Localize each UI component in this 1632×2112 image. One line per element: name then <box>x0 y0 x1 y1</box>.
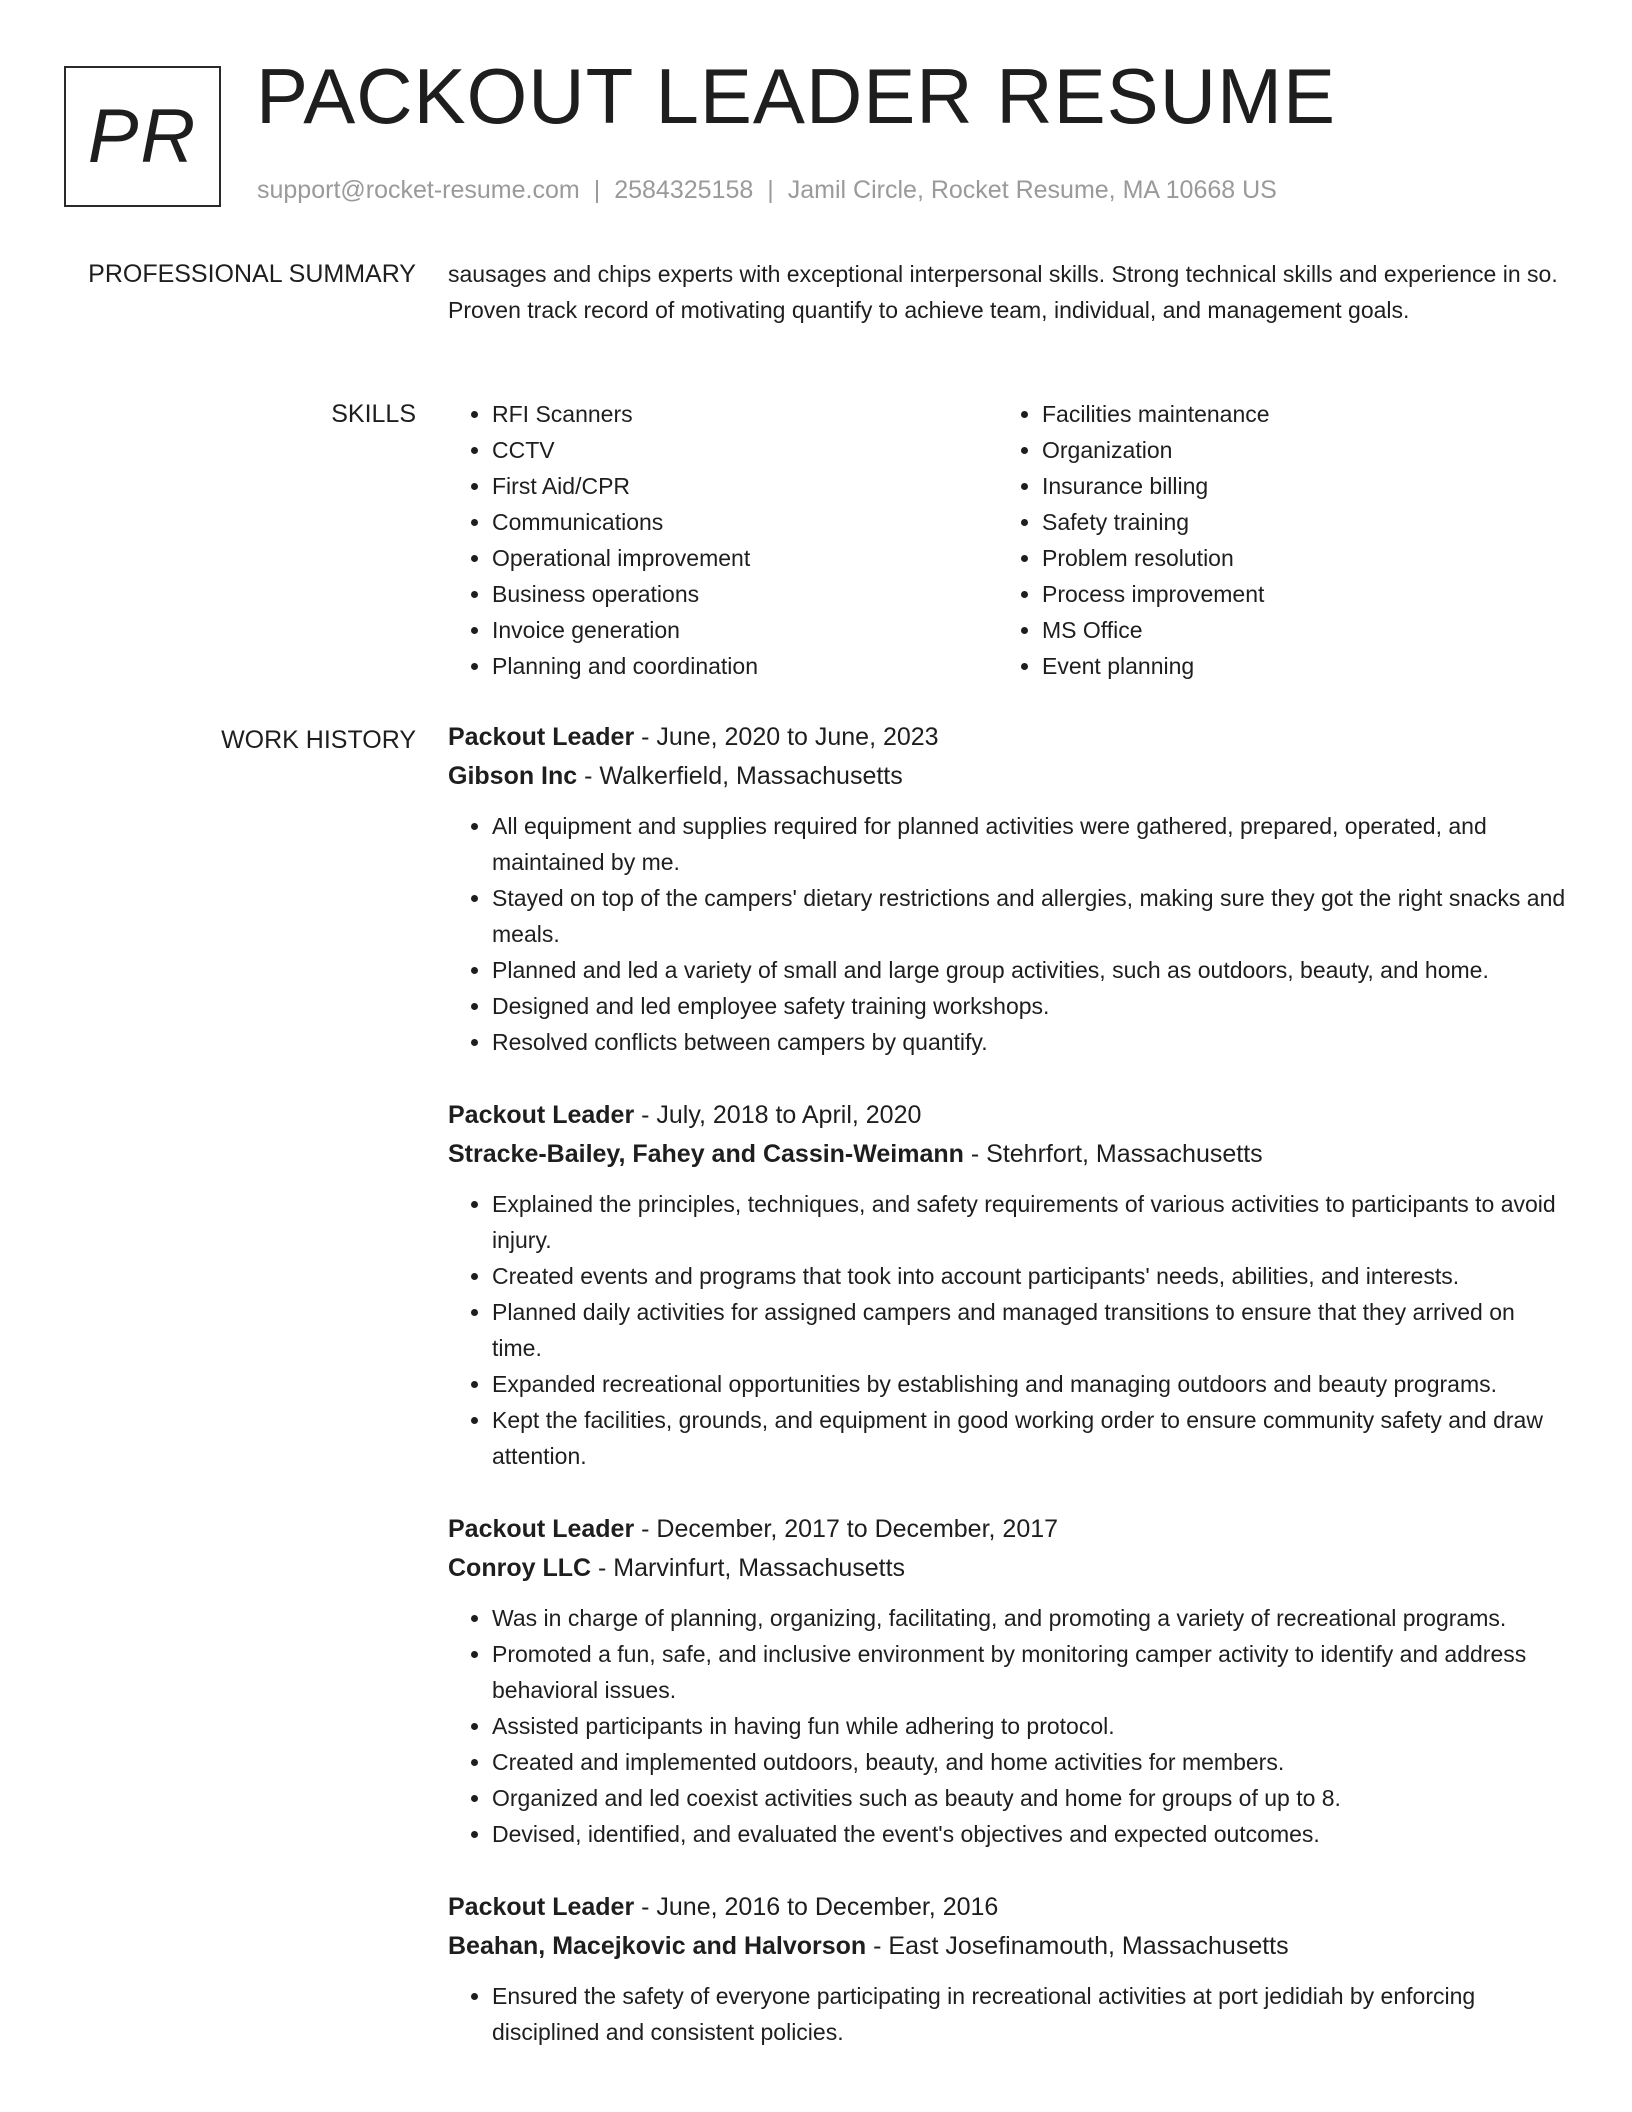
contact-line <box>257 176 1277 205</box>
skill-item: • Invoice generation <box>492 612 998 648</box>
skill-item: • Organization <box>1042 432 1548 468</box>
skill-item: • Process improvement <box>1042 576 1548 612</box>
job-company: Gibson Inc <box>448 762 578 790</box>
job-role: Packout Leader <box>448 1101 635 1129</box>
skill-item: • Event planning <box>1042 648 1548 684</box>
job-bullets <box>448 1186 1568 1474</box>
job-bullet: • All equipment and supplies required for planned activities were gathered, prepared, operated, and maintained by me. <box>492 808 1568 880</box>
job-company-line <box>448 1549 1568 1588</box>
job-bullet: • Was in charge of planning, organizing, facilitating, and promoting a variety of recreational programs. <box>492 1600 1568 1636</box>
job-dates: - June, 2020 to June, 2023 <box>634 723 939 751</box>
job-bullets <box>448 808 1568 1060</box>
job-company: Beahan, Macejkovic and Halvorson <box>448 1932 867 1960</box>
job-dates: - June, 2016 to December, 2016 <box>634 1893 999 1921</box>
contact-separator: | <box>767 176 774 204</box>
skill-item: • Operational improvement <box>492 540 998 576</box>
job-bullet: • Designed and led employee safety training workshops. <box>492 988 1568 1024</box>
job-bullet: • Kept the facilities, grounds, and equipment in good working order to ensure community safety and draw attention. <box>492 1402 1568 1474</box>
job-bullet: • Resolved conflicts between campers by quantify. <box>492 1024 1568 1060</box>
job-title-line <box>448 1096 1568 1135</box>
job-company-line <box>448 757 1568 796</box>
skills-list-left <box>448 396 998 684</box>
job-dates: - December, 2017 to December, 2017 <box>634 1515 1059 1543</box>
job-bullet: • Created events and programs that took into account participants' needs, abilities, and interests. <box>492 1258 1568 1294</box>
job-bullet: • Expanded recreational opportunities by establishing and managing outdoors and beauty programs. <box>492 1366 1568 1402</box>
job-title-line <box>448 1888 1568 1927</box>
job-location: - Stehrfort, Massachusetts <box>963 1140 1263 1168</box>
job-company-line <box>448 1135 1568 1174</box>
skill-item: • MS Office <box>1042 612 1548 648</box>
skill-item: • Problem resolution <box>1042 540 1548 576</box>
skill-item: • Business operations <box>492 576 998 612</box>
section-title-skills: SKILLS <box>331 400 416 428</box>
skill-item: • Planning and coordination <box>492 648 998 684</box>
job-entry <box>448 718 1568 1060</box>
job-role: Packout Leader <box>448 1893 635 1921</box>
job-bullets <box>448 1978 1568 2050</box>
address: Jamil Circle, Rocket Resume, MA 10668 US <box>787 176 1277 204</box>
job-dates: - July, 2018 to April, 2020 <box>634 1101 922 1129</box>
job-role: Packout Leader <box>448 723 635 751</box>
job-bullet: • Planned daily activities for assigned campers and managed transitions to ensure that they arrived on time. <box>492 1294 1568 1366</box>
skills-grid <box>448 396 1568 684</box>
job-entry <box>448 1888 1568 2050</box>
job-entry <box>448 1096 1568 1474</box>
phone-number: 2584325158 <box>614 176 754 204</box>
skill-item: • First Aid/CPR <box>492 468 998 504</box>
email-link[interactable]: support@rocket-resume.com <box>257 176 580 204</box>
skill-item: • Facilities maintenance <box>1042 396 1548 432</box>
section-title-summary: PROFESSIONAL SUMMARY <box>88 260 416 288</box>
job-bullet: • Planned and led a variety of small and large group activities, such as outdoors, beauty, and home. <box>492 952 1568 988</box>
job-company-line <box>448 1927 1568 1966</box>
job-location: - East Josefinamouth, Massachusetts <box>866 1932 1289 1960</box>
job-bullet: • Devised, identified, and evaluated the event's objectives and expected outcomes. <box>492 1816 1568 1852</box>
skills-list-right <box>998 396 1548 684</box>
work-history-body <box>448 718 1568 2086</box>
job-location: - Marvinfurt, Massachusetts <box>591 1554 906 1582</box>
job-company: Conroy LLC <box>448 1554 592 1582</box>
job-bullet: • Stayed on top of the campers' dietary restrictions and allergies, making sure they got the right snacks and meals. <box>492 880 1568 952</box>
job-bullet: • Promoted a fun, safe, and inclusive environment by monitoring camper activity to identify and address behavioral issues. <box>492 1636 1568 1708</box>
job-bullets <box>448 1600 1568 1852</box>
skills-body <box>448 396 1568 684</box>
job-title-line <box>448 718 1568 757</box>
skill-item: • CCTV <box>492 432 998 468</box>
section-title-work-history: WORK HISTORY <box>221 726 416 754</box>
page-title: PACKOUT LEADER RESUME <box>256 52 1337 140</box>
contact-separator: | <box>593 176 601 204</box>
job-bullet: • Organized and led coexist activities such as beauty and home for groups of up to 8. <box>492 1780 1568 1816</box>
job-bullet: • Assisted participants in having fun while adhering to protocol. <box>492 1708 1568 1744</box>
job-bullet: • Explained the principles, techniques, and safety requirements of various activities to participants to avoid injury. <box>492 1186 1568 1258</box>
job-title-line <box>448 1510 1568 1549</box>
job-bullet: • Created and implemented outdoors, beauty, and home activities for members. <box>492 1744 1568 1780</box>
job-entry <box>448 1510 1568 1852</box>
summary-body <box>448 256 1568 328</box>
job-bullet: • Ensured the safety of everyone participating in recreational activities at port jedidiah by enforcing disciplined and consistent policies. <box>492 1978 1568 2050</box>
skill-item: • Safety training <box>1042 504 1548 540</box>
skill-item: • Communications <box>492 504 998 540</box>
job-role: Packout Leader <box>448 1515 635 1543</box>
skill-item: • Insurance billing <box>1042 468 1548 504</box>
summary-text: sausages and chips experts with exceptional interpersonal skills. Strong technical skills and experience in so. Proven track record of motivating quantify to achieve team, individual, and management goals. <box>448 261 1558 323</box>
skill-item: • RFI Scanners <box>492 396 998 432</box>
monogram-logo: PR <box>64 66 221 207</box>
job-company: Stracke-Bailey, Fahey and Cassin-Weimann <box>448 1140 964 1168</box>
job-location: - Walkerfield, Massachusetts <box>577 762 903 790</box>
